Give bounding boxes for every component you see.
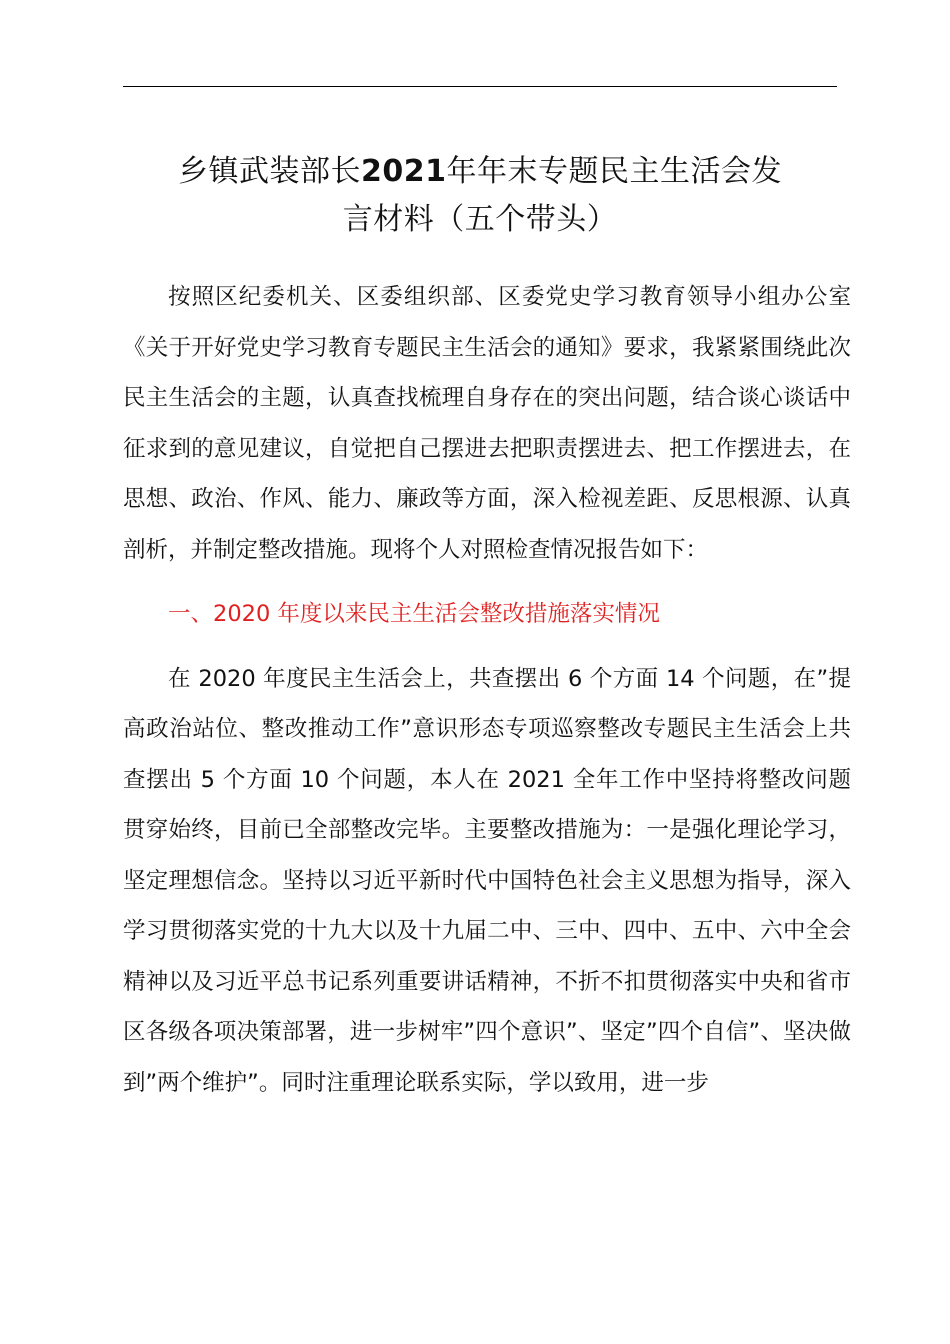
title-part-1: 乡镇武装部长 xyxy=(178,154,361,189)
section-1-paragraph: 在 2020 年度民主生活会上，共查摆出 6 个方面 14 个问题，在”提高政治站位、整改推动工作”意识形态专项巡察整改专题民主生活会上共查摆出 5 个方面 10 个问题，本人在 2021 全年工作中坚持将整改问题贯穿始终，目前已全部整改完毕。主要整改措施为：一是强化理论学习，坚定理想信念。坚持以习近平新时代中国特色社会主义思想为指导，深入学习贯彻落实党的十九大以及十九届二中、三中、四中、五中、六中全会精神以及习近平总书记系列重要讲话精神，不折不扣贯彻落实中央和省市区各级各项决策部署，进一步树牢”四个意识”、坚定”四个自信”、坚决做到”两个维护”。同时注重理论联系实际，学以致用，进一步 xyxy=(123,665,851,1096)
section-1-heading: 一、2020 年度以来民主生活会整改措施落实情况 xyxy=(168,601,660,627)
title-year: 2021 xyxy=(361,154,447,189)
title-line-2: 言材料（五个带头） xyxy=(342,202,618,237)
header-rule xyxy=(123,86,837,87)
intro-paragraph: 按照区纪委机关、区委组织部、区委党史学习教育领导小组办公室《关于开好党史学习教育专题民主生活会的通知》要求，我紧紧围绕此次民主生活会的主题，认真查找梳理自身存在的突出问题，结合谈心谈话中征求到的意见建议，自觉把自己摆进去把职责摆进去、把工作摆进去，在思想、政治、作风、能力、廉政等方面，深入检视差距、反思根源、认真剖析，并制定整改措施。现将个人对照检查情况报告如下： xyxy=(123,284,851,563)
document-title xyxy=(110,148,850,244)
title-part-2: 年年末专题民主生活会发 xyxy=(446,154,782,189)
document-body xyxy=(123,272,851,1108)
title-line-1 xyxy=(110,148,850,196)
